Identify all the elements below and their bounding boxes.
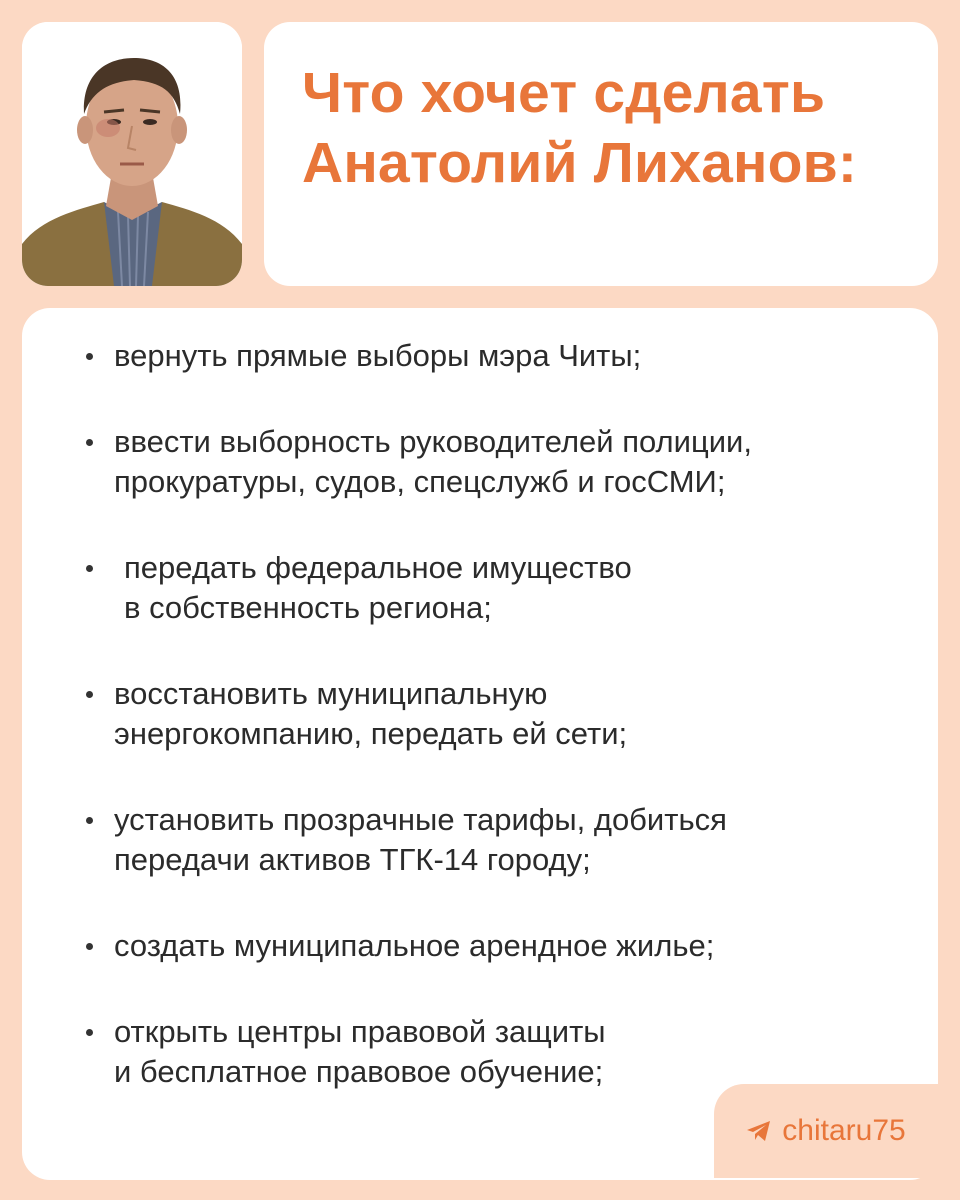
program-item-5 bbox=[86, 800, 938, 880]
bullet-icon bbox=[86, 353, 93, 360]
program-item-line: передать федеральное имущество bbox=[124, 550, 632, 585]
program-item-line: ввести выборность руководителей полиции, bbox=[114, 424, 752, 459]
title-card bbox=[264, 22, 938, 286]
bullet-icon bbox=[86, 817, 93, 824]
program-item-1 bbox=[86, 336, 938, 376]
brand-tag[interactable] bbox=[714, 1084, 938, 1178]
telegram-icon bbox=[746, 1119, 772, 1143]
page-title-line-1: Что хочет сделать bbox=[302, 61, 826, 125]
program-item-line: восстановить муниципальную bbox=[114, 676, 548, 711]
program-item-4 bbox=[86, 674, 938, 754]
program-item-line: энергокомпанию, передать ей сети; bbox=[114, 716, 628, 751]
candidate-portrait-image bbox=[22, 22, 242, 286]
bullet-icon bbox=[86, 565, 93, 572]
program-card bbox=[22, 308, 938, 1180]
candidate-photo bbox=[22, 22, 242, 286]
program-item-2 bbox=[86, 422, 938, 502]
program-item-line: открыть центры правовой защиты bbox=[114, 1014, 606, 1049]
program-item-7 bbox=[86, 1012, 938, 1092]
program-item-line: создать муниципальное арендное жилье; bbox=[114, 928, 715, 963]
program-item-line: и бесплатное правовое обучение; bbox=[114, 1054, 604, 1089]
bullet-icon bbox=[86, 439, 93, 446]
brand-handle[interactable]: chitaru75 bbox=[782, 1114, 906, 1147]
program-item-line: в собственность региона; bbox=[124, 590, 492, 625]
program-item-line: передачи активов ТГК-14 городу; bbox=[114, 842, 591, 877]
program-item-3 bbox=[86, 548, 938, 628]
program-item-line: прокуратуры, судов, спецслужб и госСМИ; bbox=[114, 464, 726, 499]
program-item-line: вернуть прямые выборы мэра Читы; bbox=[114, 338, 642, 373]
program-item-line: установить прозрачные тарифы, добиться bbox=[114, 802, 727, 837]
program-item-6 bbox=[86, 926, 938, 966]
program-list bbox=[22, 308, 938, 1092]
bullet-icon bbox=[86, 691, 93, 698]
page-title-line-2: Анатолий Лиханов: bbox=[302, 131, 858, 195]
bullet-icon bbox=[86, 1029, 93, 1036]
bullet-icon bbox=[86, 943, 93, 950]
